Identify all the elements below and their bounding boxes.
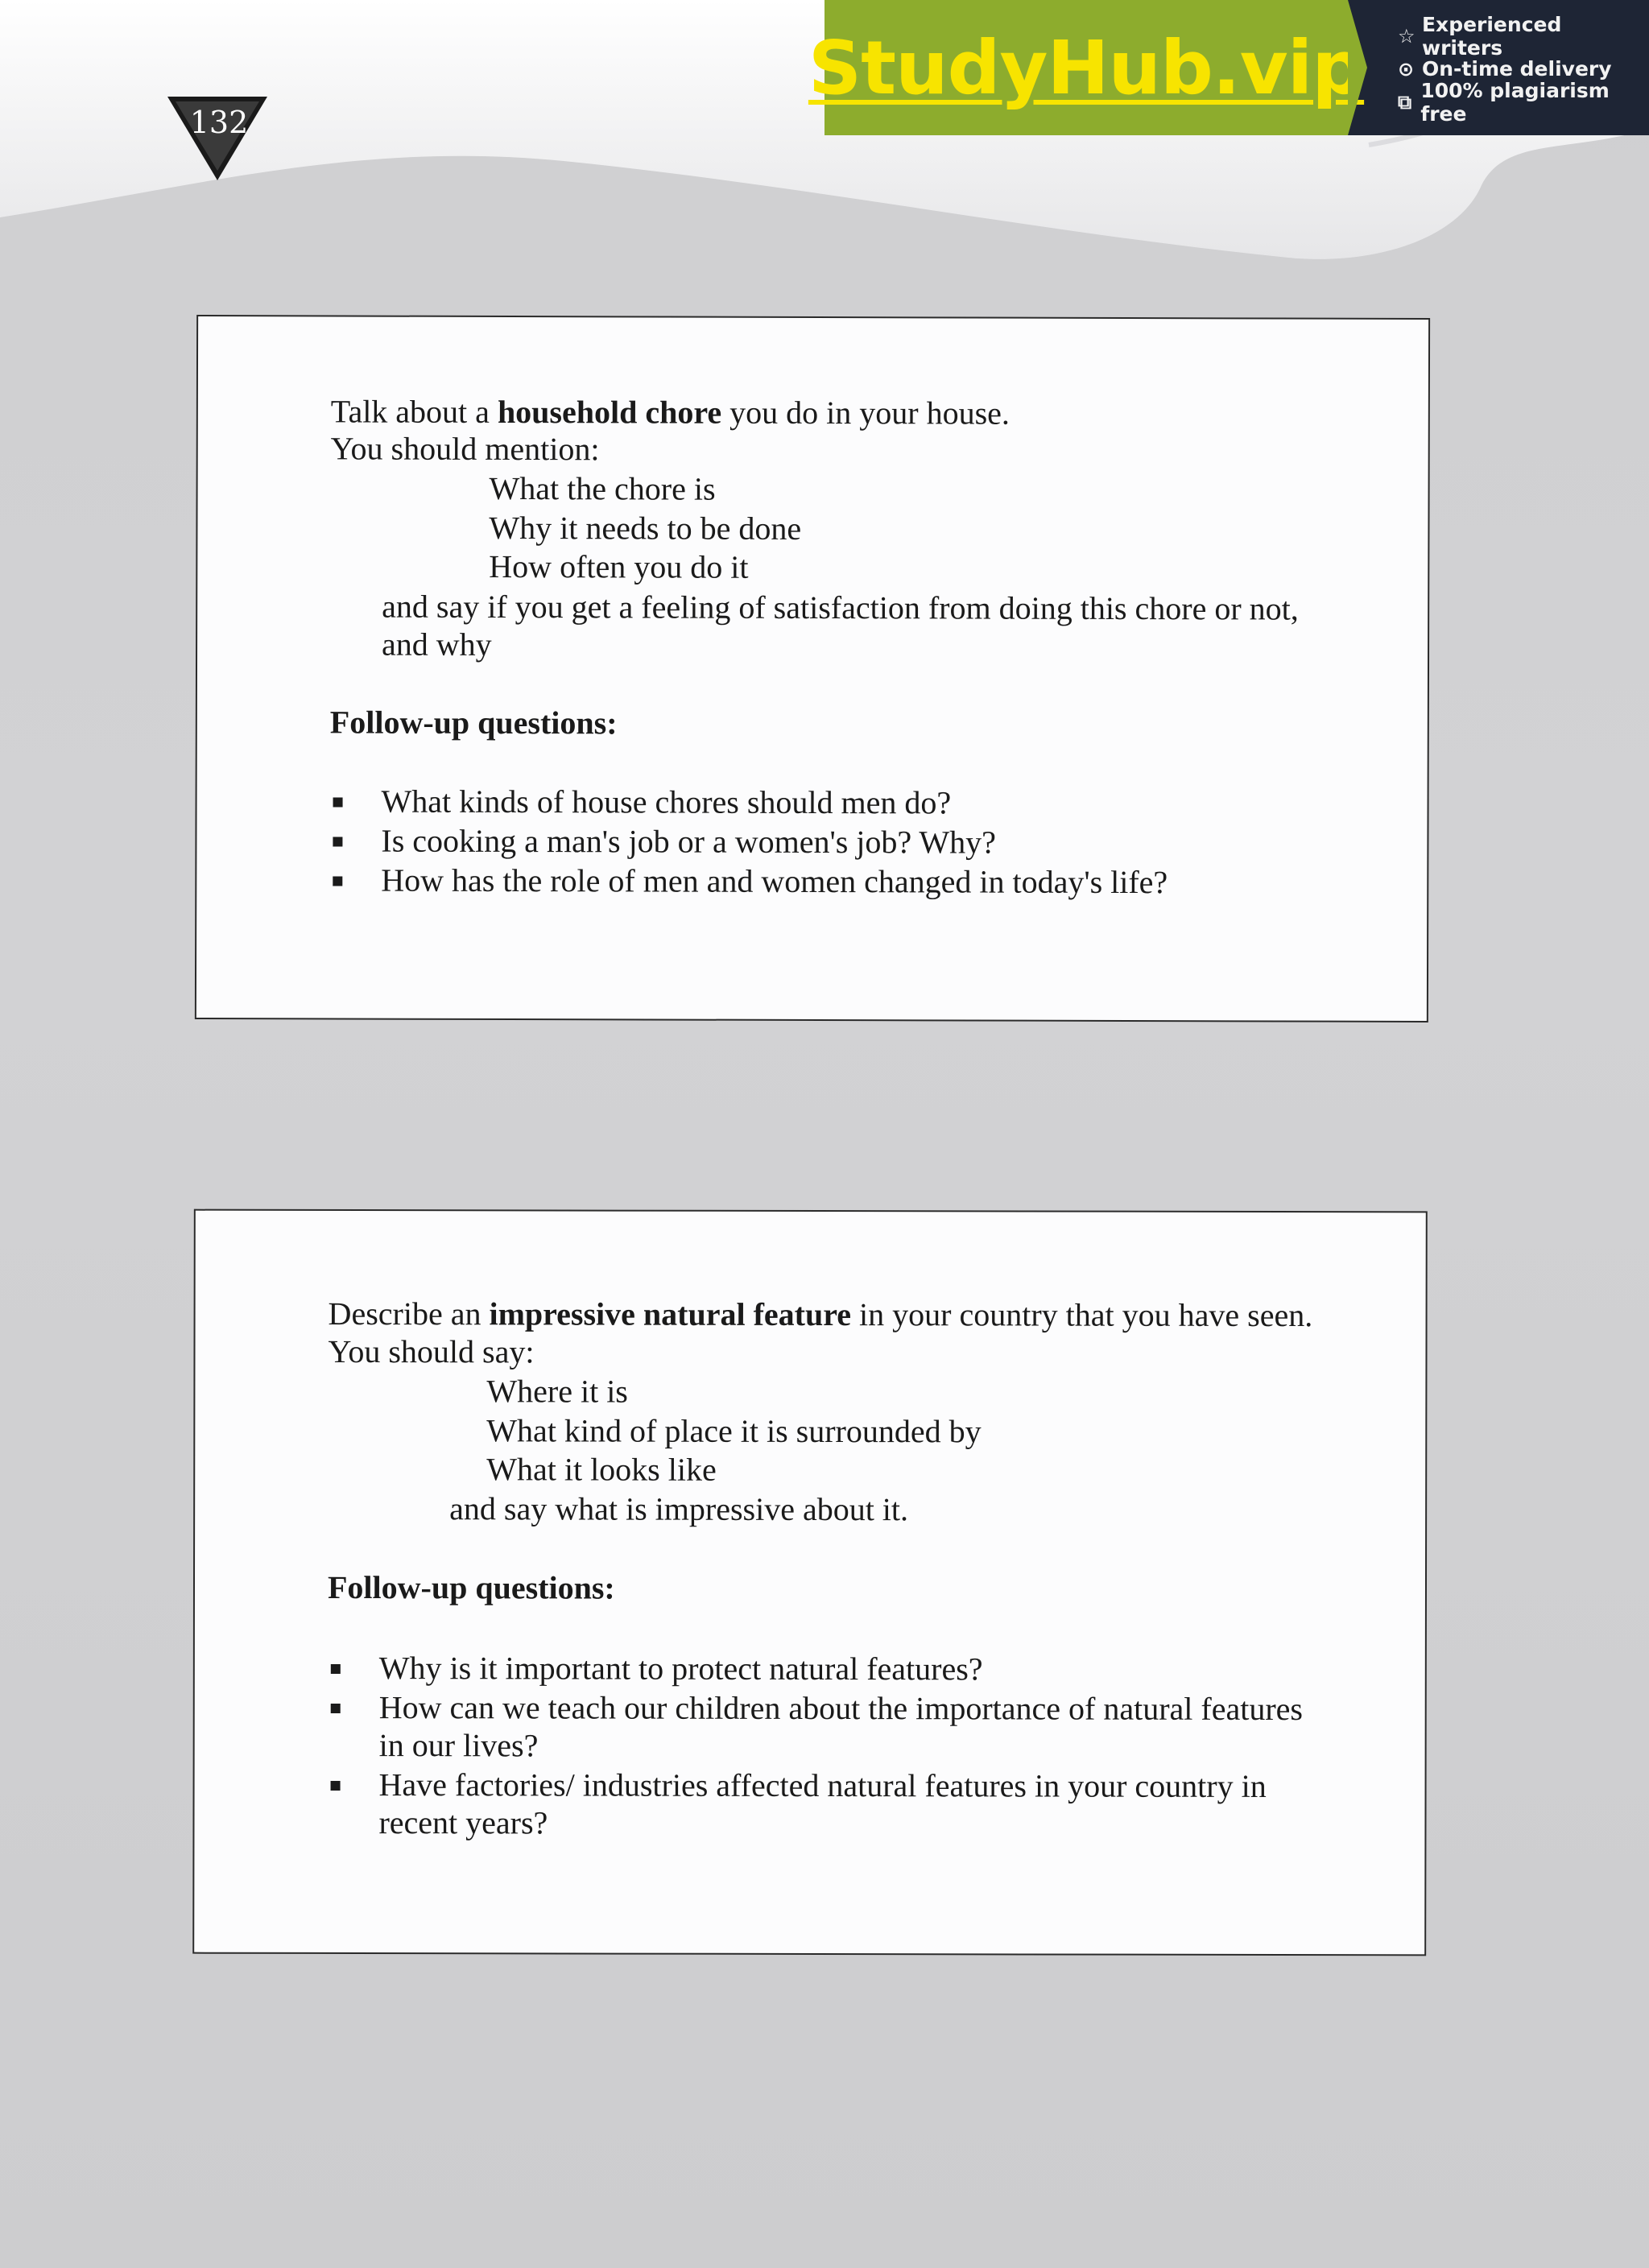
feature-label: 100% plagiarism free (1420, 78, 1610, 126)
task-point: What it looks like (486, 1451, 717, 1488)
followup-question: How can we teach our children about the importance of natural features (378, 1689, 1304, 1728)
bullet-icon (331, 1704, 341, 1713)
bullet-icon (331, 1664, 341, 1674)
feature-item (1398, 12, 1649, 60)
features-panel (1348, 0, 1649, 135)
task-point: Why it needs to be done (489, 509, 802, 547)
task-closing: and why (382, 626, 492, 663)
task-point: Where it is (486, 1373, 628, 1410)
followup-question-continued: recent years? (378, 1804, 548, 1841)
followup-question: What kinds of house chores should men do? (381, 783, 952, 821)
feature-label: Experienced writers (1421, 12, 1562, 60)
task-intro: Describe an impressive natural feature in your country that you have seen. (328, 1295, 1313, 1334)
task-topic: impressive natural feature (489, 1295, 852, 1333)
task-topic: household chore (497, 393, 722, 431)
page-number: 132 (189, 105, 249, 140)
followup-heading: Follow-up questions: (327, 1568, 615, 1606)
followup-question: How has the role of men and women changed in today's life? (381, 861, 1168, 901)
bullet-icon (333, 837, 342, 846)
bullet-icon (331, 1781, 341, 1791)
task-point: How often you do it (489, 547, 749, 585)
bullet-icon (333, 797, 343, 807)
followup-question: Is cooking a man's job or a women's job? Why? (381, 822, 997, 861)
speaking-task-card (192, 1209, 1428, 1956)
task-prompt: You should mention: (330, 430, 600, 468)
followup-question-continued: in our lives? (378, 1727, 539, 1764)
task-intro: Talk about a household chore you do in your house. (330, 393, 1010, 432)
bullet-icon (333, 876, 342, 886)
feature-item (1398, 78, 1649, 126)
task-prompt: You should say: (328, 1332, 535, 1370)
clock-icon: ⊙ (1398, 57, 1415, 81)
followup-question: Have factories/ industries affected natural features in your country in (378, 1766, 1267, 1804)
task-closing: and say what is impressive about it. (449, 1490, 909, 1528)
star-icon: ☆ (1398, 24, 1415, 48)
studyhub-banner[interactable] (808, 0, 1649, 135)
brand-panel[interactable] (808, 0, 1365, 135)
task-point: What the chore is (489, 469, 716, 507)
task-point: What kind of place it is surrounded by (486, 1412, 982, 1450)
brand-logo[interactable]: StudyHub.vip (808, 24, 1365, 111)
followup-question: Why is it important to protect natural features? (378, 1650, 983, 1688)
feature-label: On-time delivery (1422, 57, 1612, 81)
task-closing: and say if you get a feeling of satisfaction from doing this chore or not, (382, 588, 1299, 627)
copy-icon: ⧉ (1398, 90, 1412, 114)
speaking-task-card (195, 315, 1430, 1022)
followup-heading: Follow-up questions: (329, 704, 618, 742)
